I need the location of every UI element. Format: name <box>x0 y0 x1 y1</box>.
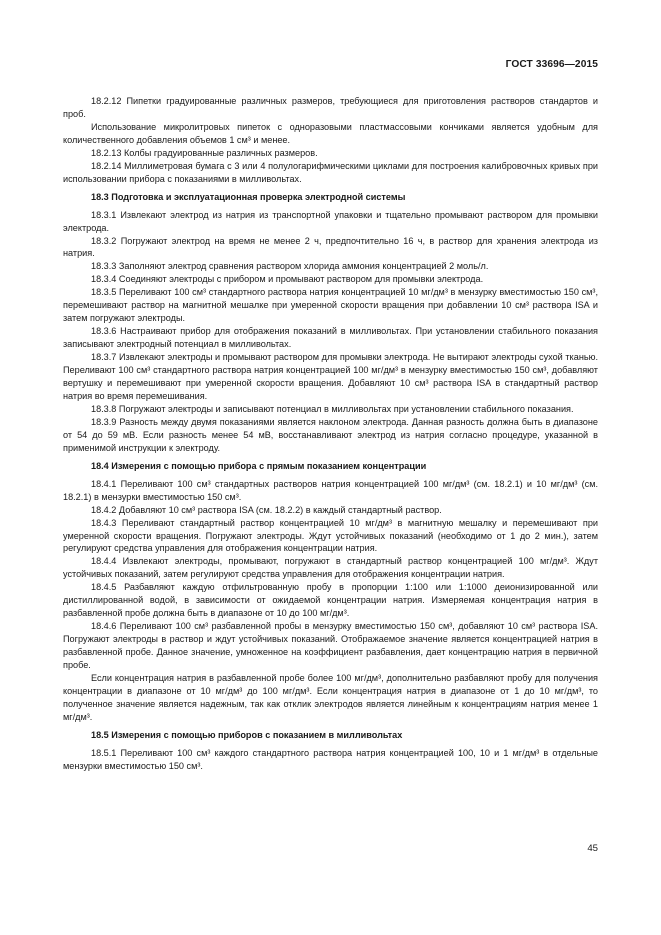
paragraph: 18.3.9 Разность между двумя показаниями является наклоном электрода. Данная разность должна быть в диапазоне от 54 до 59 мВ. Если разность менее 54 мВ, восстанавливают электрод из натрия согласно процедуре, указанной в применимой инструкции к электроду. <box>63 416 598 453</box>
paragraph: 18.2.13 Колбы градуированные различных размеров. <box>91 147 318 158</box>
section-heading: 18.5 Измерения с помощью приборов с показанием в милливольтах <box>91 729 403 740</box>
paragraph: 18.3.8 Погружают электроды и записывают потенциал в милливольтах при установлении стабильного показания. <box>91 403 574 414</box>
section-heading: 18.3 Подготовка и эксплуатационная проверка электродной системы <box>91 191 406 202</box>
paragraph: 18.4.1 Переливают 100 см³ стандартных растворов натрия концентрацией 100 мг/дм³ (см. 18.2.1) и 10 мг/дм³ (см. 18.2.1) в мензурки вместимостью 150 см³. <box>63 478 598 502</box>
paragraph: Использование микролитровых пипеток с одноразовыми пластмассовыми кончиками является удобным для количественного добавления объемов 1 см³ и менее. <box>63 121 598 145</box>
paragraph: 18.4.5 Разбавляют каждую отфильтрованную пробу в пропорции 1:100 или 1:1000 деионизированной или дистиллированной водой, в зависимости от ожидаемой концентрации натрия. Измеряемая концентрация натрия в разбавленной пробе должна быть в диапазоне от 10 до 100 мг/дм³. <box>63 582 598 619</box>
paragraph: 18.2.12 Пипетки градуированные различных размеров, требующиеся для приготовления растворов стандартов и проб. <box>63 96 598 119</box>
paragraph: 18.4.6 Переливают 100 см³ разбавленной пробы в мензурку вместимостью 150 см³, добавляют 10 см³ раствора ISA. Погружают электроды в раствор и ждут устойчивых показаний. Отображаемое значение является концентрацией натрия в разбавленной пробе. Данное значение, умноженное на коэффициент разбавления, дает концентрацию натрия в первичной пробе. <box>63 621 598 671</box>
paragraph: 18.4.2 Добавляют 10 см³ раствора ISA (см. 18.2.2) в каждый стандартный раствор. <box>91 504 442 515</box>
paragraph: 18.4.4 Извлекают электроды, промывают, погружают в стандартный раствор концентрацией 100 мг/дм³. Ждут устойчивых показаний, затем регулируют средства управления для отображения концентрации натрия. <box>63 556 598 580</box>
paragraph: 18.3.5 Переливают 100 см³ стандартного раствора натрия концентрацией 10 мг/дм³ в мензурку вместимостью 150 см³, перемешивают раствор на магнитной мешалке при умеренной скорости вращения при добавлении 10 см³ раствора ISA и затем погружают электроды. <box>63 287 598 324</box>
paragraph: 18.3.1 Извлекают электрод из натрия из транспортной упаковки и тщательно промывают раствором для промывки электрода. <box>63 209 598 233</box>
paragraph: 18.3.2 Погружают электрод на время не менее 2 ч, предпочтительно 16 ч, в раствор для хранения электрода из натрия. <box>63 235 598 259</box>
document-body <box>63 95 598 773</box>
paragraph: 18.2.14 Миллиметровая бумага с 3 или 4 полулогарифмическими циклами для построения калибровочных кривых при использовании прибора с показаниями в милливольтах. <box>63 160 598 184</box>
paragraph: 18.3.6 Настраивают прибор для отображения показаний в милливольтах. При установлении стабильного показания записывают электродный потенциал в милливольтах. <box>63 326 598 350</box>
paragraph: 18.4.3 Переливают стандартный раствор концентрацией 10 мг/дм³ в магнитную мешалку и перемешивают при умеренной скорости вращения. Погружают электроды. Ждут устойчивых показаний (необходимо от 1 до 2 мин.), затем регулируют средства управления для отображения концентрации натрия. <box>63 517 598 554</box>
paragraph: 18.3.4 Соединяют электроды с прибором и промывают раствором для промывки электрода. <box>91 274 484 285</box>
section-heading: 18.4 Измерения с помощью прибора с прямым показанием концентрации <box>91 460 427 471</box>
page-number: 45 <box>587 843 598 854</box>
document-standard-code: ГОСТ 33696—2015 <box>505 59 598 70</box>
paragraph: 18.3.7 Извлекают электроды и промывают раствором для промывки электрода. Не вытирают электроды сухой тканью. Переливают 100 см³ стандартного раствора натрия концентрацией 100 мг/дм³ в мензурку вместимостью 150 см³, добавляют вертушку и перемешивают при умеренной скорости вращения. Добавляют 10 см³ раствора ISA в стандартный раствор натрия во время перемешивания. <box>63 352 598 401</box>
paragraph: 18.5.1 Переливают 100 см³ каждого стандартного раствора натрия концентрацией 100, 10 и 1 мг/дм³ в отдельные мензурки вместимостью 150 см³. <box>63 747 598 771</box>
paragraph: Если концентрация натрия в разбавленной пробе более 100 мг/дм³, дополнительно разбавляют пробу для получения концентрации в диапазоне от 10 мг/дм³ до 100 мг/дм³. Если концентрация натрия в диапазоне от 1 до 10 мг/дм³, то полученное значение является надежным, так как отклик электродов является линейным к концентрациям натрия менее 1 мг/дм³. <box>63 672 598 722</box>
paragraph: 18.3.3 Заполняют электрод сравнения раствором хлорида аммония концентрацией 2 моль/л. <box>91 261 489 272</box>
